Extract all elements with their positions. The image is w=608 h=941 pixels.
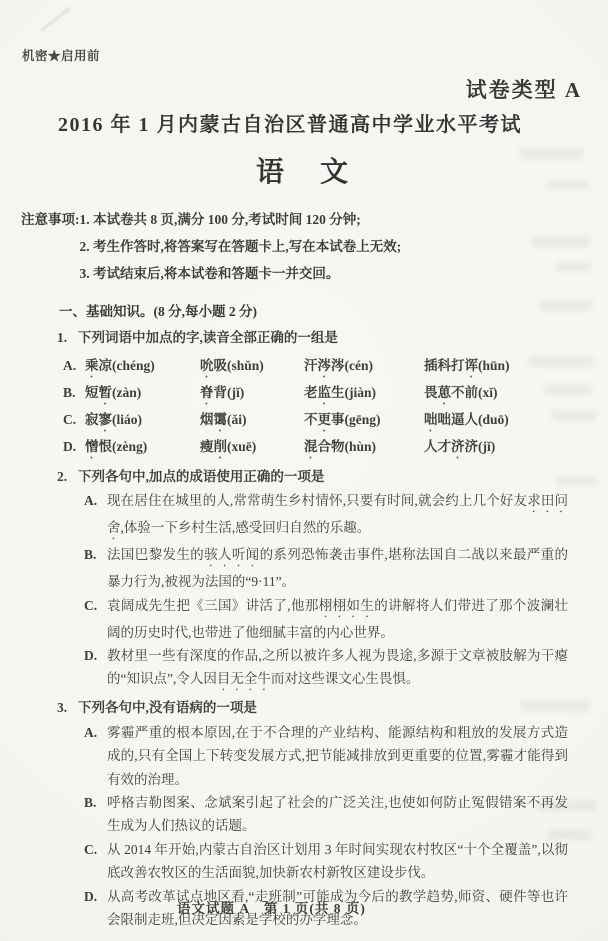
notices-items <box>80 206 402 287</box>
option-b-word-3: 老监生(jiàn) <box>304 384 376 400</box>
option-a-word-4: 插科打诨(hūn) <box>424 357 510 373</box>
notices-label: 注意事项: <box>21 212 80 227</box>
option-text: 雾霾严重的根本原因,在于不合理的产业结构、能源结构和粗放的发展方式造成的,只有全国上下转变发展方式,把节能减排放到更重要的位置,雾霾才能得到有效的治理。 <box>107 724 568 787</box>
notice-item-2: 2. 考生作答时,将答案写在答题卡上,写在本试卷上无效; <box>79 239 402 254</box>
option-label: C. <box>63 411 77 427</box>
option-d-word-3: 混合物(hùn) <box>304 438 377 454</box>
paper-type-label: 试卷类型 A <box>465 78 582 102</box>
question-2 <box>57 465 608 488</box>
option-text: 现在居住在城里的人,常常萌生乡村情怀,只要有时间,就会约上几个好友求田问舍,体验一下乡村生活,感受回归自然的乐趣。 <box>107 493 569 536</box>
option-text: 从高考改革试点地区看,“走班制”可能成为今后的教学趋势,师资、硬件等也许会限制走班,但决定因素是学校的办学理念。 <box>107 888 568 928</box>
option-text: 从 2014 年开始,内蒙古自治区计划用 3 年时间实现农村牧区“十个全覆盖”,以彻底改善农牧区的生活面貌,加快新农村新牧区建设步伐。 <box>107 841 568 881</box>
scan-scratch-artifact <box>41 7 71 31</box>
exam-title: 2016 年 1 月内蒙古自治区普通高中学业水平考试 <box>58 114 522 136</box>
option-b-word-1: 短暂(zàn) <box>85 384 142 400</box>
notice-item-1: 1. 本试卷共 8 页,满分 100 分,考试时间 120 分钟; <box>79 212 361 227</box>
option-a-word-3: 汗涔涔(cén) <box>304 357 373 373</box>
option-b-word-2: 脊背(jǐ) <box>200 384 245 400</box>
section-one-heading: 一、基础知识。(8 分,每小题 2 分) <box>59 304 257 319</box>
option-label: D. <box>63 438 77 454</box>
question-2-number: 2. <box>57 468 68 484</box>
option-label: B. <box>84 795 97 811</box>
notice-item-3: 3. 考试结束后,将本试卷和答题卡一并交回。 <box>79 266 340 281</box>
option-label: A. <box>63 357 77 373</box>
option-c-word-2: 烟霭(ǎi) <box>200 411 247 427</box>
option-text: 教材里一些有深度的作品,之所以被许多人视为畏途,多源于文章被肢解为干瘪的“知识点”,令人因目无全牛而对这些课文心生畏惧。 <box>107 648 568 687</box>
paper-body <box>0 300 608 932</box>
page-footer: 语文试题 A 第 1 页(共 8 页) <box>177 901 366 916</box>
question-3-option-b <box>84 791 608 838</box>
option-label: C. <box>84 597 98 613</box>
question-3-option-c <box>84 838 608 885</box>
option-label: A. <box>84 724 98 740</box>
question-2-options <box>0 489 608 694</box>
question-1-stem: 下列词语中加点的字,读音全部正确的一组是 <box>78 330 338 346</box>
option-d-word-2: 瘦削(xuē) <box>200 438 257 454</box>
question-2-option-a <box>84 489 608 543</box>
option-c-word-3: 不更事(gēng) <box>304 411 381 427</box>
question-2-option-b <box>84 543 608 593</box>
option-label: D. <box>84 648 98 664</box>
option-d-word-1: 憎恨(zèng) <box>85 438 148 454</box>
question-1 <box>57 326 608 349</box>
option-label: B. <box>63 384 76 400</box>
question-1-option-a <box>63 354 608 381</box>
option-label: C. <box>84 841 98 857</box>
subject-title: 语 文 <box>255 157 352 188</box>
question-1-options <box>63 354 608 462</box>
question-1-option-c <box>63 408 608 435</box>
option-c-word-1: 寂寥(liáo) <box>85 411 142 427</box>
question-3-number: 3. <box>57 700 68 716</box>
option-d-word-4: 人才济济(jǐ) <box>424 438 496 454</box>
question-2-option-c <box>84 594 608 644</box>
option-text: 法国巴黎发生的骇人听闻的系列恐怖袭击事件,堪称法国自二战以来最严重的暴力行为,被视为法国的“9·11”。 <box>107 547 569 590</box>
option-a-word-2: 吮吸(shǔn) <box>200 357 264 373</box>
option-label: D. <box>84 888 98 904</box>
option-c-word-4: 咄咄逼人(duō) <box>424 411 509 427</box>
notices <box>21 206 586 287</box>
question-3 <box>57 696 608 719</box>
question-2-stem: 下列各句中,加点的成语使用正确的一项是 <box>78 468 325 484</box>
option-label: A. <box>84 493 98 509</box>
option-text: 袁阔成先生把《三国》讲活了,他那栩栩如生的讲解将人们带进了那个波澜壮阔的历史时代,也带进了他细腻丰富的内心世界。 <box>107 597 569 640</box>
question-2-option-d <box>84 644 608 694</box>
option-text: 呼格吉勒图案、念斌案引起了社会的广泛关注,也使如何防止冤假错案不再发生成为人们热议的话题。 <box>107 795 568 834</box>
confidential-label: 机密★启用前 <box>22 49 101 63</box>
question-3-option-a <box>84 721 608 791</box>
question-1-option-d <box>63 435 608 462</box>
option-b-word-4: 畏葸不前(xǐ) <box>424 384 498 400</box>
option-label: B. <box>84 547 97 563</box>
question-1-number: 1. <box>57 330 68 346</box>
question-1-option-b <box>63 381 608 408</box>
option-a-word-1: 乘凉(chéng) <box>85 357 155 373</box>
question-3-stem: 下列各句中,没有语病的一项是 <box>78 700 257 716</box>
